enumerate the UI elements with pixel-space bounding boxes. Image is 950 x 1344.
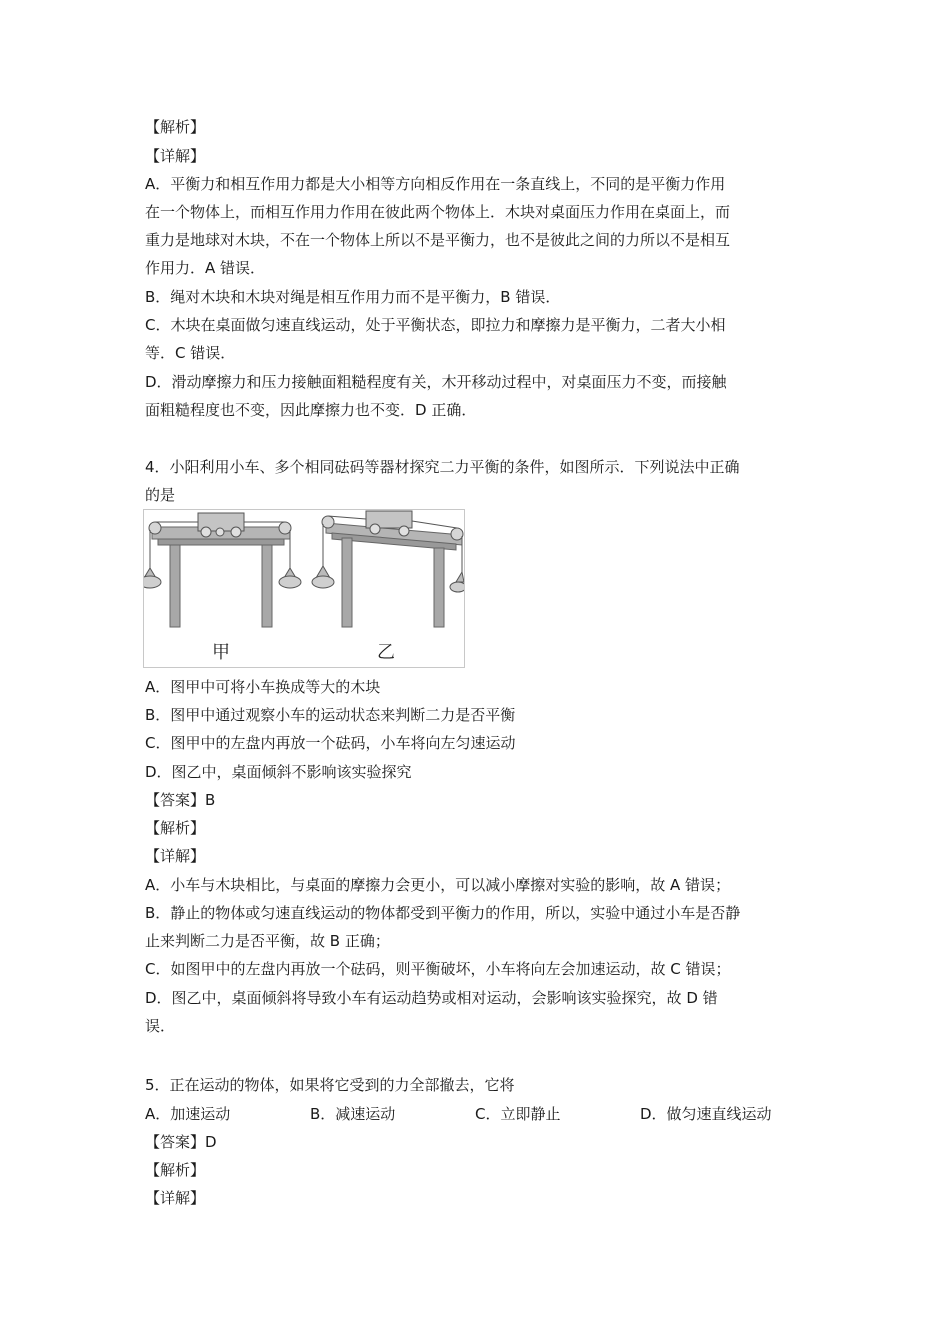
q3-explanation-line: 等．C 错误． [145, 344, 236, 362]
q5-option-b: B．减速运动 [310, 1105, 396, 1123]
q4-explanation-line: 误． [145, 1017, 176, 1035]
q3-explanation-line: C．木块在桌面做匀速直线运动，处于平衡状态，即拉力和摩擦力是平衡力，二者大小相 [145, 316, 726, 334]
q3-explanation-line: 在一个物体上，而相互作用力作用在彼此两个物体上．木块对桌面压力作用在桌面上，而 [145, 203, 731, 221]
q4-analysis-tag: 【解析】 [145, 819, 206, 837]
q4-explanation-line: C．如图甲中的左盘内再放一个砝码，则平衡破坏，小车将向左会加速运动，故 C 错误； [145, 960, 731, 978]
figure-right-apparatus [312, 511, 464, 627]
q5-answer: 【答案】D [145, 1133, 217, 1151]
q4-option: B．图甲中通过观察小车的运动状态来判断二力是否平衡 [145, 706, 516, 724]
q4-option: D．图乙中，桌面倾斜不影响该实验探究 [145, 763, 412, 781]
two-force-balance-illustration [144, 510, 464, 667]
q4-explanation-line: A．小车与木块相比，与桌面的摩擦力会更小，可以减小摩擦对实验的影响，故 A 错误； [145, 876, 731, 894]
q4-option: C．图甲中的左盘内再放一个砝码，小车将向左匀速运动 [145, 734, 516, 752]
q4-answer: 【答案】B [145, 791, 216, 809]
q5-option-d: D．做匀速直线运动 [640, 1105, 772, 1123]
q3-explanation-line: 面粗糙程度也不变，因此摩擦力也不变．D 正确． [145, 401, 477, 419]
q5-option-c: C．立即静止 [475, 1105, 561, 1123]
q3-explanation-line: 作用力．A 错误． [145, 259, 266, 277]
q3-explanation-line: 重力是地球对木块，不在一个物体上所以不是平衡力，也不是彼此之间的力所以不是相互 [145, 231, 731, 249]
q4-detail-tag: 【详解】 [145, 847, 206, 865]
q4-option: A．图甲中可将小车换成等大的木块 [145, 678, 381, 696]
q3-analysis-tag: 【解析】 [145, 118, 206, 136]
q4-explanation-line: D．图乙中，桌面倾斜将导致小车有运动趋势或相对运动，会影响该实验探究，故 D 错 [145, 989, 718, 1007]
figure-left-apparatus [144, 513, 301, 627]
q3-explanation-line: B．绳对木块和木块对绳是相互作用力而不是平衡力，B 错误． [145, 288, 561, 306]
q5-stem: 5．正在运动的物体，如果将它受到的力全部撤去，它将 [145, 1076, 515, 1094]
q4-explanation-line: 止来判断二力是否平衡，故 B 正确； [145, 932, 390, 950]
q3-detail-tag: 【详解】 [145, 147, 206, 165]
figure-label-left: 甲 [212, 642, 230, 663]
q3-explanation-line: D．滑动摩擦力和压力接触面粗糙程度有关，木开移动过程中，对桌面压力不变，而接触 [145, 373, 727, 391]
q4-stem-line: 的是 [145, 486, 176, 504]
q4-experiment-figure [143, 509, 465, 668]
q4-explanation-line: B．静止的物体或匀速直线运动的物体都受到平衡力的作用，所以，实验中通过小车是否静 [145, 904, 741, 922]
figure-label-right: 乙 [377, 642, 395, 663]
q5-analysis-tag: 【解析】 [145, 1161, 206, 1179]
q5-detail-tag: 【详解】 [145, 1189, 206, 1207]
q4-stem-line: 4．小阳利用小车、多个相同砝码等器材探究二力平衡的条件，如图所示．下列说法中正确 [145, 458, 740, 476]
q5-option-a: A．加速运动 [145, 1105, 231, 1123]
q3-explanation-line: A．平衡力和相互作用力都是大小相等方向相反作用在一条直线上，不同的是平衡力作用 [145, 175, 726, 193]
